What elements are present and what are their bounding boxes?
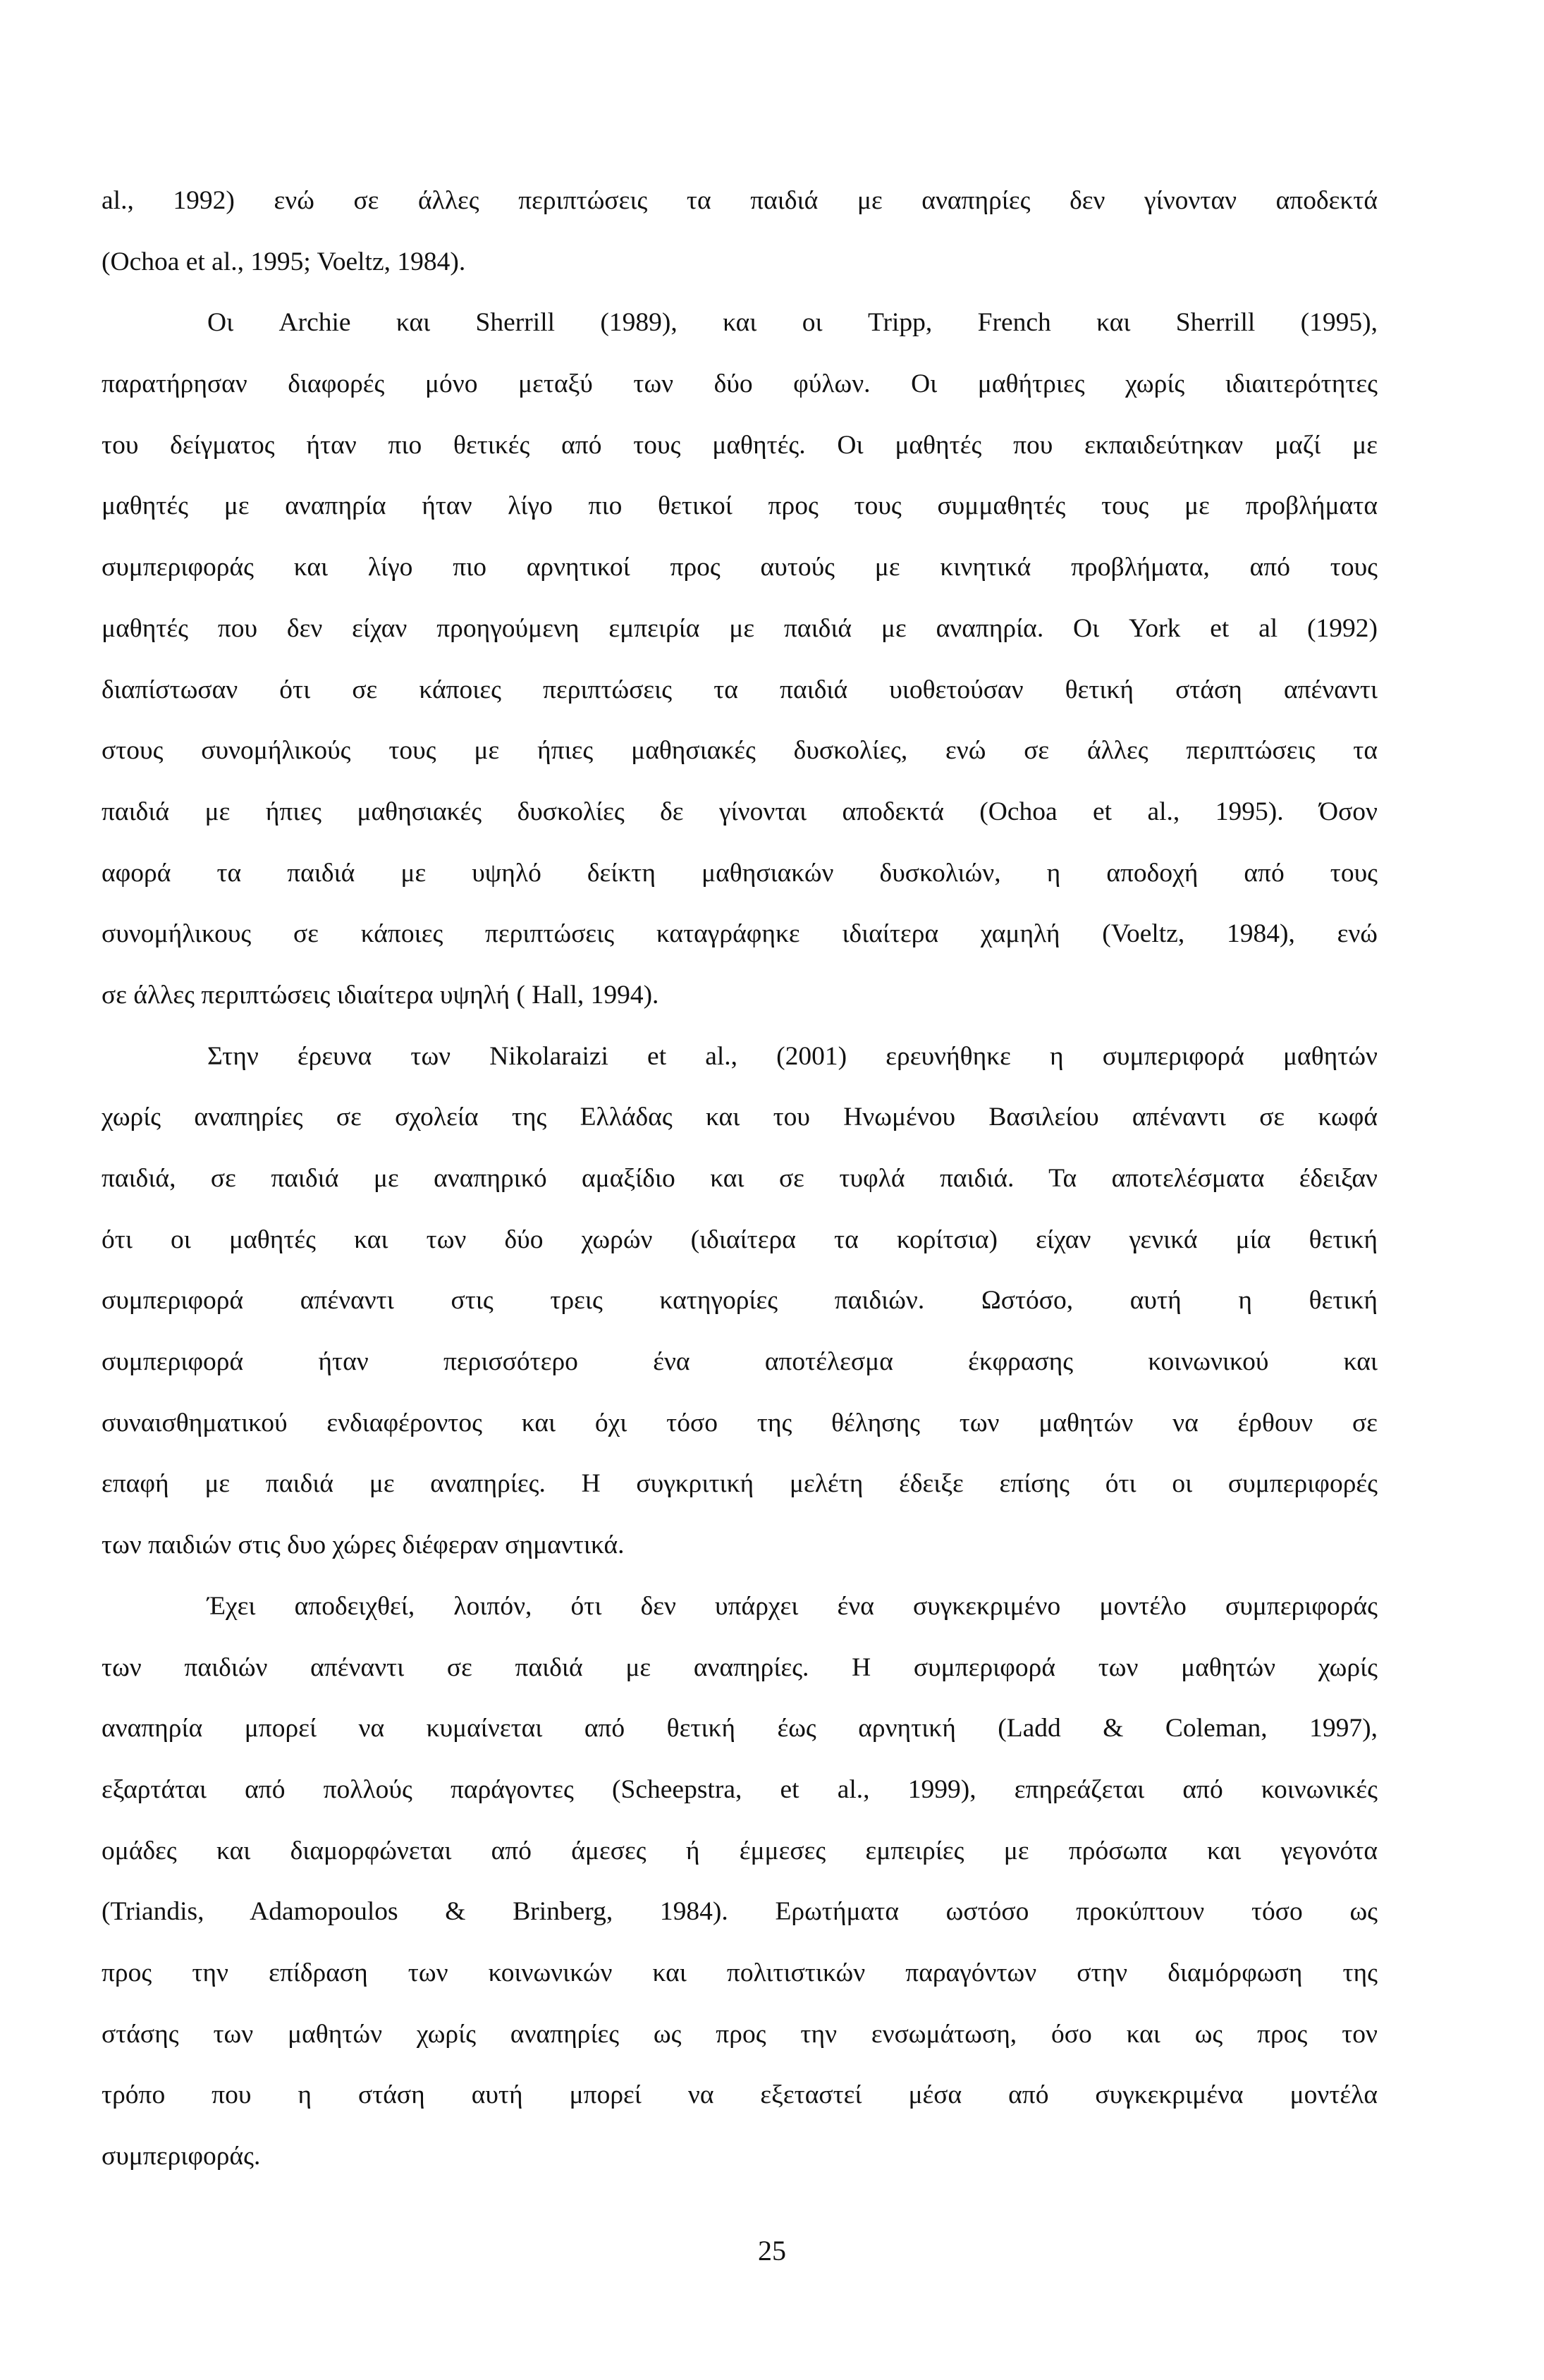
text-line: στους συνομήλικούς τους με ήπιες μαθησιακές δυσκολίες, ενώ σε άλλες περιπτώσεις τα: [102, 736, 1378, 766]
text-line: συναισθηματικού ενδιαφέροντος και όχι τόσο της θέλησης των μαθητών να έρθουν σε: [102, 1408, 1378, 1437]
text-line: συνομήλικους σε κάποιες περιπτώσεις καταγράφηκε ιδιαίτερα χαμηλή (Voeltz, 1984), ενώ: [102, 919, 1378, 949]
text-line: διαπίστωσαν ότι σε κάποιες περιπτώσεις τα παιδιά υιοθετούσαν θετική στάση απέναντι: [102, 675, 1378, 704]
text-line: τρόπο που η στάση αυτή μπορεί να εξεταστεί μέσα από συγκεκριμένα μοντέλα: [102, 2080, 1378, 2110]
paragraph-start-line: Στην έρευνα των Nikolaraizi et al., (2001) ερευνήθηκε η συμπεριφορά μαθητών: [207, 1041, 1378, 1071]
text-line: του δείγματος ήταν πιο θετικές από τους μαθητές. Οι μαθητές που εκπαιδεύτηκαν μαζί με: [102, 430, 1378, 460]
text-line: (Ochoa et al., 1995; Voeltz, 1984).: [102, 247, 466, 276]
text-line: ότι οι μαθητές και των δύο χωρών (ιδιαίτερα τα κορίτσια) είχαν γενικά μία θετική: [102, 1225, 1378, 1254]
text-line: εξαρτάται από πολλούς παράγοντες (Scheepstra, et al., 1999), επηρεάζεται από κοινωνικές: [102, 1774, 1378, 1804]
text-line: συμπεριφορά ήταν περισσότερο ένα αποτέλεσμα έκφρασης κοινωνικού και: [102, 1347, 1378, 1377]
text-line: συμπεριφοράς.: [102, 2142, 261, 2171]
text-line: αναπηρία μπορεί να κυμαίνεται από θετική έως αρνητική (Ladd & Coleman, 1997),: [102, 1714, 1378, 1743]
text-line: συμπεριφοράς και λίγο πιο αρνητικοί προς αυτούς με κινητικά προβλήματα, από τους: [102, 553, 1378, 582]
text-line: (Triandis, Adamopoulos & Brinberg, 1984). Ερωτήματα ωστόσο προκύπτουν τόσο ως: [102, 1897, 1378, 1927]
text-line: αφορά τα παιδιά με υψηλό δείκτη μαθησιακών δυσκολιών, η αποδοχή από τους: [102, 858, 1378, 888]
text-line: στάσης των μαθητών χωρίς αναπηρίες ως προς την ενσωμάτωση, όσο και ως προς τον: [102, 2019, 1378, 2049]
text-line: παιδιά, σε παιδιά με αναπηρικό αμαξίδιο και σε τυφλά παιδιά. Τα αποτελέσματα έδειξαν: [102, 1164, 1378, 1193]
paragraph-start-line: Έχει αποδειχθεί, λοιπόν, ότι δεν υπάρχει ένα συγκεκριμένο μοντέλο συμπεριφοράς: [207, 1591, 1378, 1621]
text-line: προς την επίδραση των κοινωνικών και πολιτιστικών παραγόντων στην διαμόρφωση της: [102, 1958, 1378, 1987]
text-line: ομάδες και διαμορφώνεται από άμεσες ή έμμεσες εμπειρίες με πρόσωπα και γεγονότα: [102, 1836, 1378, 1865]
text-line: σε άλλες περιπτώσεις ιδιαίτερα υψηλή ( Hall, 1994).: [102, 980, 659, 1010]
text-line: μαθητές με αναπηρία ήταν λίγο πιο θετικοί προς τους συμμαθητές τους με προβλήματα: [102, 491, 1378, 521]
text-line: των παιδιών στις δυο χώρες διέφεραν σημαντικά.: [102, 1531, 625, 1560]
text-line: συμπεριφορά απέναντι στις τρεις κατηγορίες παιδιών. Ωστόσο, αυτή η θετική: [102, 1286, 1378, 1315]
body-text: [102, 171, 1378, 2188]
paragraph-start-line: Οι Archie και Sherrill (1989), και οι Tripp, French και Sherrill (1995),: [207, 308, 1378, 338]
text-line: παρατήρησαν διαφορές μόνο μεταξύ των δύο φύλων. Οι μαθήτριες χωρίς ιδιαιτερότητες: [102, 369, 1378, 399]
text-line: των παιδιών απέναντι σε παιδιά με αναπηρίες. Η συμπεριφορά των μαθητών χωρίς: [102, 1652, 1378, 1682]
text-line: χωρίς αναπηρίες σε σχολεία της Ελλάδας και του Ηνωμένου Βασιλείου απέναντι σε κωφά: [102, 1103, 1378, 1132]
page-number: 25: [758, 2235, 786, 2266]
text-line: παιδιά με ήπιες μαθησιακές δυσκολίες δε γίνονται αποδεκτά (Ochoa et al., 1995). Όσον: [102, 797, 1378, 826]
text-line: μαθητές που δεν είχαν προηγούμενη εμπειρία με παιδιά με αναπηρία. Οι York et al (1992): [102, 613, 1378, 643]
text-line: al., 1992) ενώ σε άλλες περιπτώσεις τα παιδιά με αναπηρίες δεν γίνονταν αποδεκτά: [102, 186, 1378, 215]
text-line: επαφή με παιδιά με αναπηρίες. Η συγκριτική μελέτη έδειξε επίσης ότι οι συμπεριφορές: [102, 1469, 1378, 1499]
